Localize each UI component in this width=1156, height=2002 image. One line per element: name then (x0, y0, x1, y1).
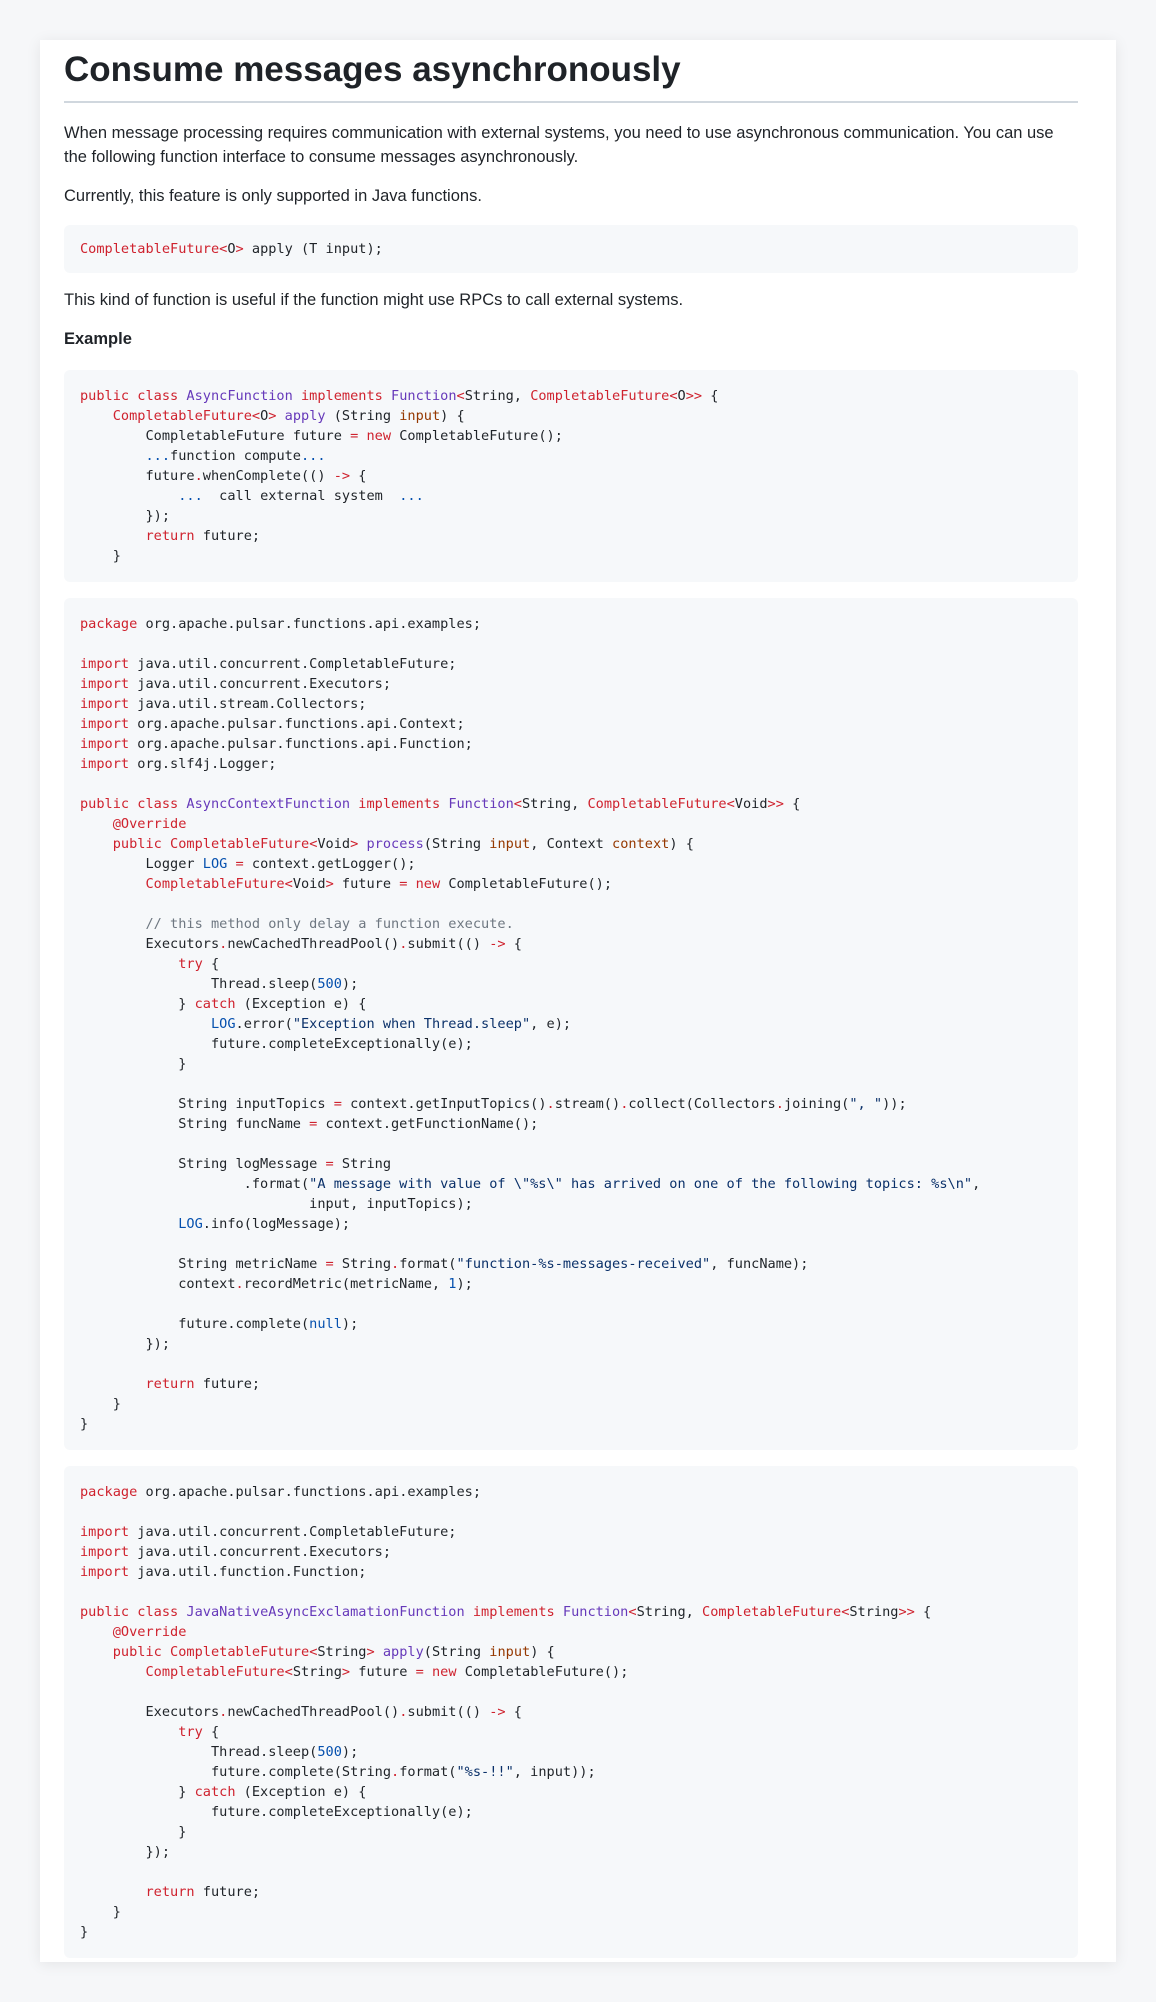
intro-paragraph: When message processing requires communication with external systems, you need to use asynchronous communication. You can use the following function interface to consume messages asynchronously. (64, 124, 1054, 166)
code-block-async-context-function[interactable]: package org.apache.pulsar.functions.api.examples; import java.util.concurrent.CompletableFuture; import java.util.concurrent.Executors; import java.util.stream.Collectors; import org.apache.pulsar.functions.api.Context; import org.apache.pulsar.functions.api.Function; import org.slf4j.Logger; public class AsyncContextFunction implements Function<String, CompletableFuture<Void>> { @Override public CompletableFuture<Void> process(String input, Context context) { Logger LOG = context.getLogger(); CompletableFuture<Void> future = new CompletableFuture(); // this method only delay a function execute. Executors.newCachedThreadPool().submit(() -> { try { Thread.sleep(500); } catch (Exception e) { LOG.error("Exception when Thread.sleep", e); future.completeExceptionally(e); } String inputTopics = context.getInputTopics().stream().collect(Collectors.joining(", ")); String funcName = context.getFunctionName(); String logMessage = String .format("A message with value of \"%s\" has arrived on one of the following topics: %s\n", input, inputTopics); LOG.info(logMessage); String metricName = String.format("function-%s-messages-received", funcName); context.recordMetric(metricName, 1); future.complete(null); }); return future; } } (64, 598, 1078, 1450)
useful-paragraph: This kind of function is useful if the function might use RPCs to call external systems. (64, 291, 684, 309)
code-block-java-native-async-exclamation-function[interactable]: package org.apache.pulsar.functions.api.examples; import java.util.concurrent.CompletableFuture; import java.util.concurrent.Executors; import java.util.function.Function; public class JavaNativeAsyncExclamationFunction implements Function<String, CompletableFuture<String>> { @Override public CompletableFuture<String> apply(String input) { CompletableFuture<String> future = new CompletableFuture(); Executors.newCachedThreadPool().submit(() -> { try { Thread.sleep(500); future.complete(String.format("%s-!!", input)); } catch (Exception e) { future.completeExceptionally(e); } }); return future; } } (64, 1466, 1078, 1958)
example-heading: Example (64, 330, 132, 348)
code-block-async-function[interactable]: public class AsyncFunction implements Function<String, CompletableFuture<O>> { CompletableFuture<O> apply (String input) { CompletableFuture future = new CompletableFuture(); ...function compute... future.whenComplete(() -> { ... call external system ... }); return future; } (64, 370, 1078, 582)
note-paragraph: Currently, this feature is only supported in Java functions. (64, 187, 482, 205)
code-block-signature[interactable]: CompletableFuture<O> apply (T input); (64, 225, 1078, 273)
page-title: Consume messages asynchronously (64, 40, 1078, 103)
document-card (40, 40, 1116, 1962)
